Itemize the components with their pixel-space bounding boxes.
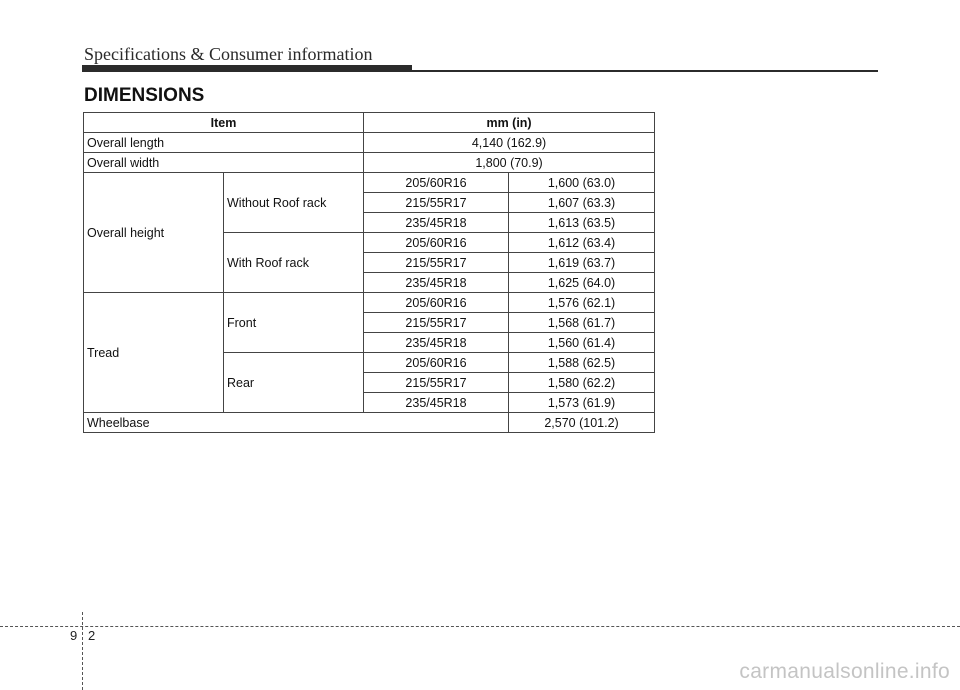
table-row [84, 173, 655, 193]
watermark: carmanualsonline.info [739, 660, 950, 683]
page-number: 2 [88, 628, 96, 643]
header-unit: mm (in) [364, 113, 655, 133]
overall-width-label: Overall width [84, 153, 364, 173]
tread-group-label: Front [224, 293, 364, 353]
dimension-value: 1,625 (64.0) [509, 273, 655, 293]
overall-width-value: 1,800 (70.9) [364, 153, 655, 173]
tire-size: 205/60R16 [364, 233, 509, 253]
wheelbase-value: 2,570 (101.2) [509, 413, 655, 433]
dimension-value: 1,580 (62.2) [509, 373, 655, 393]
dimensions-table [83, 112, 655, 433]
footer-dashed-rule [0, 626, 960, 627]
tire-size: 215/55R17 [364, 373, 509, 393]
dimension-value: 1,560 (61.4) [509, 333, 655, 353]
wheelbase-label: Wheelbase [84, 413, 509, 433]
header-bar-thick [82, 65, 412, 72]
tire-size: 215/55R17 [364, 313, 509, 333]
dimension-value: 1,607 (63.3) [509, 193, 655, 213]
tire-size: 235/45R18 [364, 393, 509, 413]
table-row [84, 153, 655, 173]
overall-length-value: 4,140 (162.9) [364, 133, 655, 153]
chapter-number: 9 [70, 628, 78, 643]
tire-size: 205/60R16 [364, 353, 509, 373]
header-item: Item [84, 113, 364, 133]
tire-size: 215/55R17 [364, 193, 509, 213]
dimension-value: 1,619 (63.7) [509, 253, 655, 273]
overall-length-label: Overall length [84, 133, 364, 153]
tire-size: 235/45R18 [364, 333, 509, 353]
height-group-label: With Roof rack [224, 233, 364, 293]
section-title: DIMENSIONS [84, 85, 205, 106]
tire-size: 215/55R17 [364, 253, 509, 273]
dimension-value: 1,573 (61.9) [509, 393, 655, 413]
tire-size: 205/60R16 [364, 293, 509, 313]
height-group-label: Without Roof rack [224, 173, 364, 233]
dimension-value: 1,613 (63.5) [509, 213, 655, 233]
tread-group-label: Rear [224, 353, 364, 413]
table-row [84, 413, 655, 433]
tire-size: 205/60R16 [364, 173, 509, 193]
header-bar-thin [412, 70, 878, 72]
dimension-value: 1,568 (61.7) [509, 313, 655, 333]
table-row [84, 293, 655, 313]
tire-size: 235/45R18 [364, 213, 509, 233]
dimension-value: 1,600 (63.0) [509, 173, 655, 193]
overall-height-label: Overall height [84, 173, 224, 293]
dimension-value: 1,588 (62.5) [509, 353, 655, 373]
dimension-value: 1,576 (62.1) [509, 293, 655, 313]
footer-dashed-divider [82, 612, 83, 690]
dimension-value: 1,612 (63.4) [509, 233, 655, 253]
table-row [84, 133, 655, 153]
tread-label: Tread [84, 293, 224, 413]
table-header-row [84, 113, 655, 133]
tire-size: 235/45R18 [364, 273, 509, 293]
page-header-title: Specifications & Consumer information [84, 44, 373, 64]
